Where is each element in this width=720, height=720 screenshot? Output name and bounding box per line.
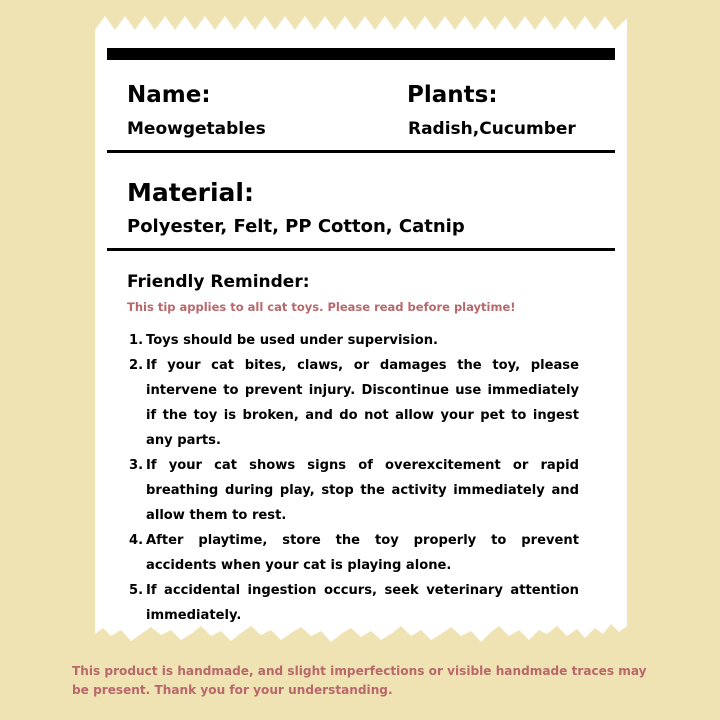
divider-2 [107, 248, 615, 251]
plants-value: Radish,Cucumber [408, 119, 576, 139]
reminder-number: 1. [129, 333, 144, 348]
reminder-item [129, 453, 579, 528]
reminder-text: Toys should be used under supervision. [146, 333, 439, 348]
reminder-item [129, 578, 579, 628]
reminder-item [129, 528, 579, 578]
reminder-title: Friendly Reminder: [127, 272, 310, 292]
reminder-tip: This tip applies to all cat toys. Please read before playtime! [127, 300, 516, 314]
reminder-text: If accidental ingestion occurs, seek veterinary attention immediately. [146, 583, 579, 623]
reminder-text: If your cat shows signs of overexcitement or rapid breathing during play, stop the activity immediately and allow them to rest. [146, 458, 579, 523]
reminder-list [129, 328, 579, 628]
reminder-number: 3. [129, 458, 144, 473]
reminder-item [129, 353, 579, 453]
receipt-card [95, 14, 627, 650]
reminder-number: 2. [129, 358, 144, 373]
material-value: Polyester, Felt, PP Cotton, Catnip [127, 216, 465, 237]
reminder-text: After playtime, store the toy properly to prevent accidents when your cat is playing alone. [146, 533, 579, 573]
material-label: Material: [127, 178, 254, 207]
top-black-bar [107, 48, 615, 60]
reminder-item [129, 328, 579, 353]
reminder-text: If your cat bites, claws, or damages the toy, please intervene to prevent injury. Discontinue use immediately if the toy is broken, and do not allow your pet to ingest any parts. [146, 358, 579, 448]
divider-1 [107, 150, 615, 153]
handmade-footer-note: This product is handmade, and slight imperfections or visible handmade traces may be present. Thank you for your understanding. [72, 664, 647, 697]
name-value: Meowgetables [127, 119, 266, 139]
name-label: Name: [127, 82, 211, 108]
plants-label: Plants: [407, 82, 498, 108]
reminder-number: 4. [129, 533, 144, 548]
reminder-number: 5. [129, 583, 144, 598]
